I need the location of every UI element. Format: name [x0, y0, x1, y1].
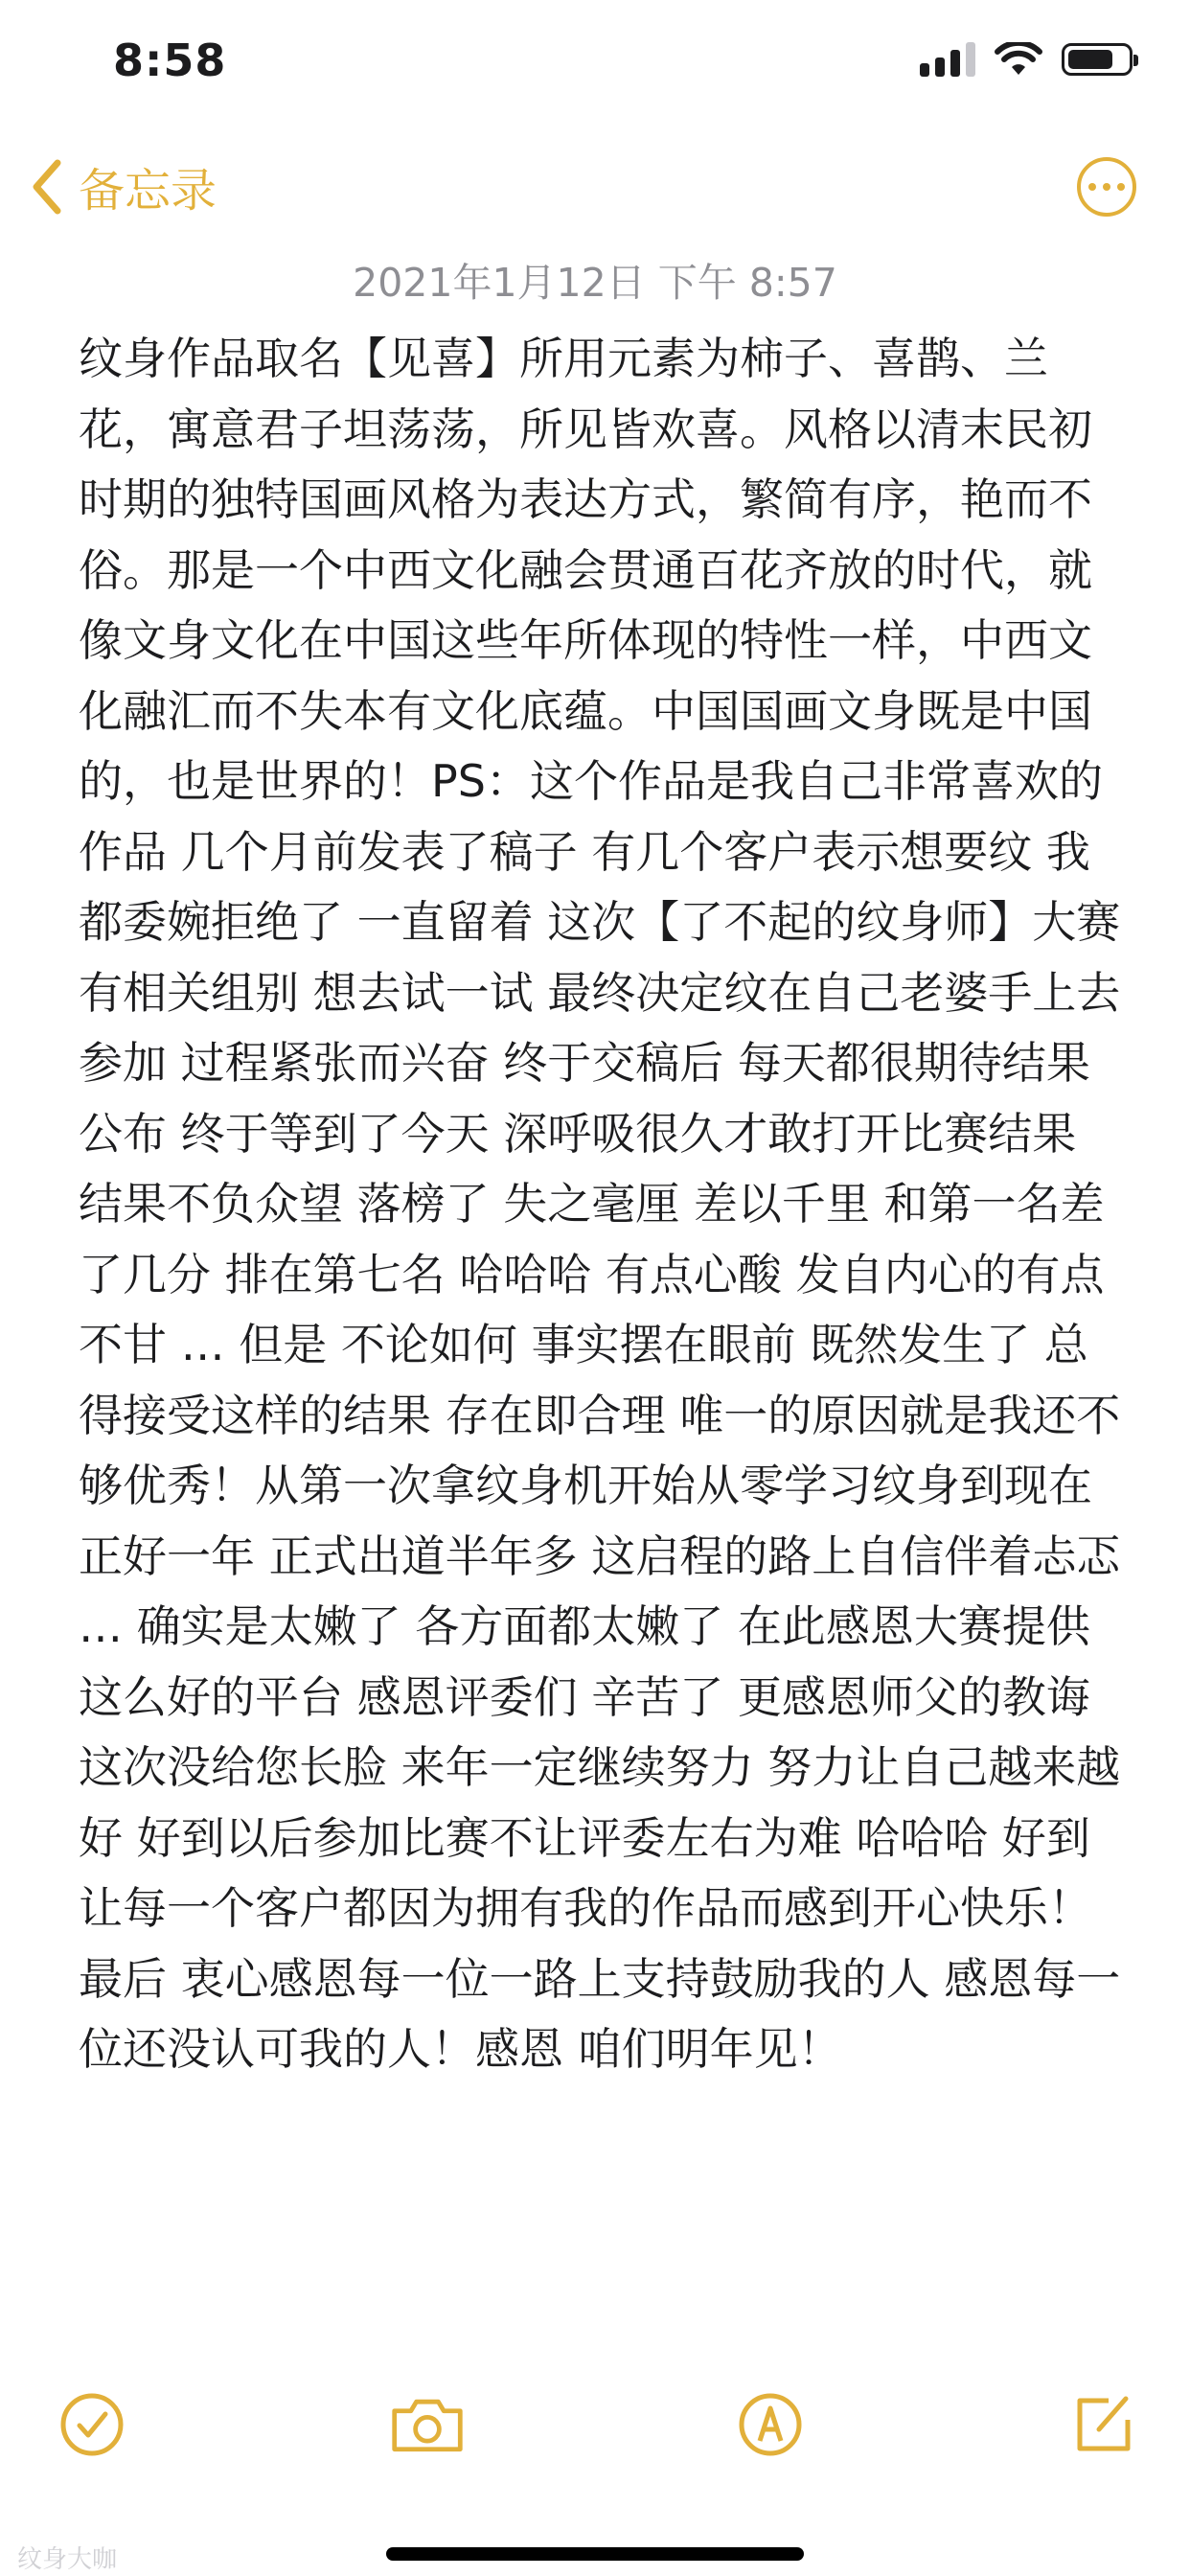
- compose-button[interactable]: [1065, 2386, 1142, 2463]
- battery-icon: [1062, 43, 1133, 76]
- checklist-button[interactable]: [54, 2386, 130, 2463]
- ellipsis-icon: [1088, 183, 1096, 191]
- markup-button[interactable]: [732, 2386, 809, 2463]
- watermark: 纹身大咖: [17, 2545, 118, 2574]
- cellular-signal-icon: [920, 42, 975, 77]
- camera-button[interactable]: [389, 2386, 466, 2463]
- note-body-text[interactable]: 纹身作品取名【见喜】所用元素为柿子、喜鹊、兰花，寓意君子坦荡荡，所见皆欢喜。风格以清末民初时期的独特国画风格为表达方式，繁简有序，艳而不俗。那是一个中西文化融会贯通百花齐放的时代，就像文身文化在中国这些年所体现的特性一样，中西文化融汇而不失本有文化底蕴。中国国画文身既是中国的，也是世界的！PS：这个作品是我自己非常喜欢的作品 几个月前发表了稿子 有几个客户表示想要纹 我都委婉拒绝了 一直留着 这次【了不起的纹身师】大赛 有相关组别 想去试一试 最终决定纹在自己老婆手上去参加 过程紧张而兴奋 终于交稿后 每天都很期待结果公布 终于等到了今天 深呼吸很久才敢打开比赛结果 结果不负众望 落榜了 失之毫厘 差以千里 和第一名差了几分 排在第七名 哈哈哈 有点心酸 发自内心的有点不甘 … 但是 不论如何 事实摆在眼前 既然发生了 总得接受这样的结果 存在即合理 唯一的原因就是我还不够优秀！从第一次拿纹身机开始从零学习纹身到现在正好一年 正式出道半年多 这启程的路上自信伴着忐忑 … 确实是太嫩了 各方面都太嫩了 在此感恩大赛提供这么好的平台 感恩评委们 辛苦了 更感恩师父的教诲 这次没给您长脸 来年一定继续努力 努力让自己越来越好 好到以后参加比赛不让评委左右为难 哈哈哈 好到让每一个客户都因为拥有我的作品而感到开心快乐！ 最后 衷心感恩每一位一路上支持鼓励我的人 感恩每一位还没认可我的人！感恩 咱们明年见！: [79, 333, 1134, 2075]
- bottom-toolbar: [0, 2386, 1190, 2482]
- wifi-icon: [995, 42, 1042, 77]
- more-options-button[interactable]: [1077, 157, 1136, 217]
- home-indicator[interactable]: [386, 2547, 804, 2561]
- compose-icon: [1070, 2391, 1137, 2458]
- camera-icon: [389, 2393, 466, 2456]
- back-button[interactable]: [31, 153, 217, 219]
- status-icons: [920, 42, 1133, 77]
- checklist-icon: [58, 2391, 126, 2458]
- navigation-bar: [0, 144, 1190, 240]
- markup-icon: [737, 2391, 804, 2458]
- back-button-label: 备忘录: [79, 164, 217, 218]
- chevron-left-icon: [31, 159, 63, 215]
- status-time: 8:58: [113, 34, 227, 86]
- status-bar: [0, 0, 1190, 134]
- note-timestamp: 2021年1月12日 下午 8:57: [353, 260, 837, 306]
